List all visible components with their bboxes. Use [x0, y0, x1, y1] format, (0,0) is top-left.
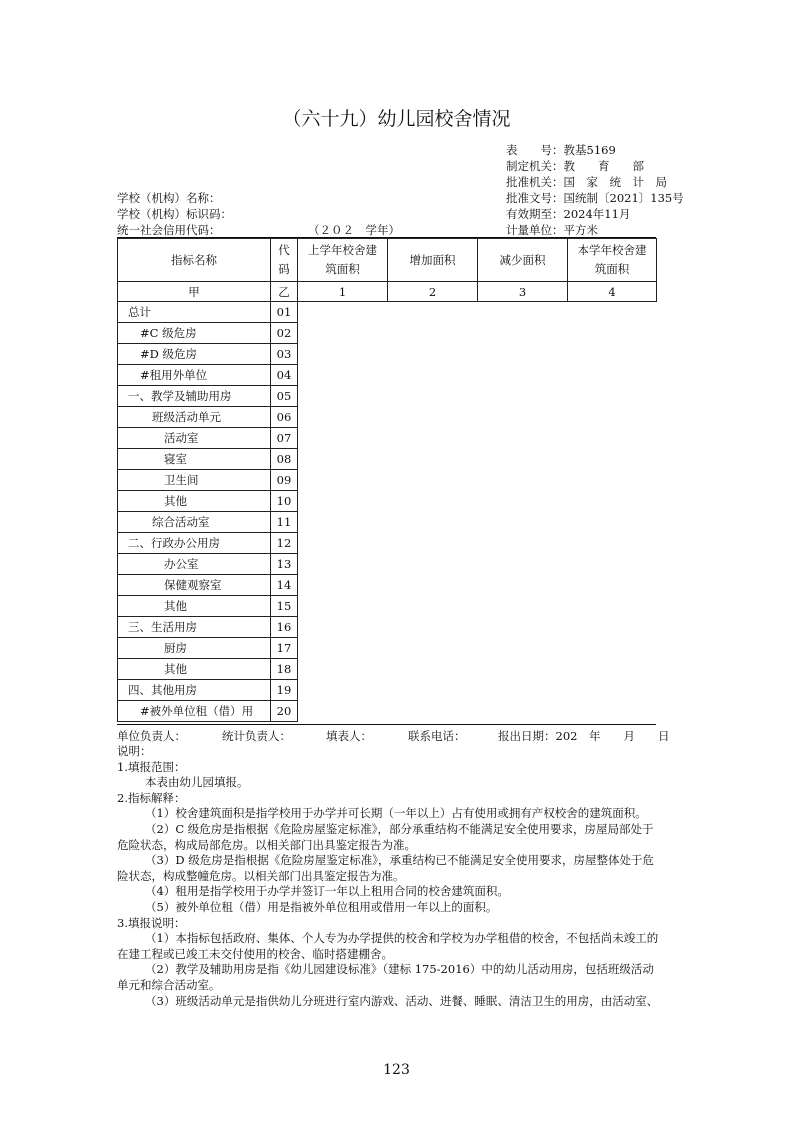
value-cell[interactable]	[568, 701, 657, 722]
table-row	[118, 491, 657, 512]
value-cell[interactable]	[568, 302, 657, 323]
notes-section-title: 1.填报范围：	[117, 759, 186, 774]
value-cell[interactable]	[568, 533, 657, 554]
table-row	[118, 701, 657, 722]
value-cell[interactable]	[478, 491, 568, 512]
value-cell[interactable]	[298, 659, 388, 680]
row-indicator-name: 其他	[118, 596, 271, 617]
row-code: 02	[271, 323, 298, 344]
table-row	[118, 680, 657, 701]
subheader-cell: 4	[568, 282, 657, 302]
row-indicator-name: 总计	[118, 302, 271, 323]
value-cell[interactable]	[388, 512, 478, 533]
value-cell[interactable]	[568, 344, 657, 365]
value-cell[interactable]	[568, 638, 657, 659]
value-cell[interactable]	[388, 428, 478, 449]
row-code: 09	[271, 470, 298, 491]
value-cell[interactable]	[568, 575, 657, 596]
row-code: 03	[271, 344, 298, 365]
value-cell[interactable]	[388, 365, 478, 386]
value-cell[interactable]	[298, 449, 388, 470]
row-indicator-name: #D 级危房	[118, 344, 271, 365]
table-header-row	[118, 239, 657, 282]
row-indicator-name: 二、行政办公用房	[118, 533, 271, 554]
value-cell[interactable]	[298, 302, 388, 323]
notes-paragraph: （1）校舍建筑面积是指学校用于办学并可长期（一年以上）占有使用或拥有产权校舍的建筑面积。	[145, 806, 647, 821]
row-indicator-name: 其他	[118, 659, 271, 680]
school-info-block	[117, 190, 232, 238]
value-cell[interactable]	[388, 449, 478, 470]
row-indicator-name: 卫生间	[118, 470, 271, 491]
row-indicator-name: 办公室	[118, 554, 271, 575]
building-area-table	[117, 238, 657, 722]
row-indicator-name: 厨房	[118, 638, 271, 659]
value-cell[interactable]	[478, 701, 568, 722]
table-row	[118, 533, 657, 554]
value-cell[interactable]	[568, 428, 657, 449]
notes-paragraph: （5）被外单位租（借）用是指被外单位租用或借用一年以上的面积。	[145, 899, 498, 914]
row-code: 16	[271, 617, 298, 638]
value-cell[interactable]	[478, 365, 568, 386]
table-row	[118, 449, 657, 470]
form-number: 表 号：教基5169	[506, 143, 616, 157]
row-code: 14	[271, 575, 298, 596]
value-cell[interactable]	[568, 365, 657, 386]
row-indicator-name: 其他	[118, 491, 271, 512]
notes-paragraph: （4）租用是指学校用于办学并签订一年以上租用合同的校舍建筑面积。	[145, 884, 509, 899]
table-row	[118, 659, 657, 680]
table-row	[118, 365, 657, 386]
subheader-cell: 乙	[271, 282, 298, 302]
value-cell[interactable]	[298, 575, 388, 596]
value-cell[interactable]	[388, 344, 478, 365]
table-row	[118, 323, 657, 344]
value-cell[interactable]	[478, 638, 568, 659]
notes-section-title: 2.指标解释：	[117, 790, 186, 805]
value-cell[interactable]	[298, 344, 388, 365]
notes-heading: 说明：	[117, 744, 152, 758]
form-meta-block	[506, 142, 684, 238]
row-indicator-name: 三、生活用房	[118, 617, 271, 638]
value-cell[interactable]	[568, 491, 657, 512]
value-cell[interactable]	[568, 659, 657, 680]
value-cell[interactable]	[298, 365, 388, 386]
row-indicator-name: 综合活动室	[118, 512, 271, 533]
table-row	[118, 617, 657, 638]
approving-authority: 批准机关：国 家 统 计 局	[506, 175, 667, 189]
stat-head-label: 统计负责人：	[222, 729, 291, 743]
row-code: 11	[271, 512, 298, 533]
subheader-cell: 3	[478, 282, 568, 302]
table-row	[118, 638, 657, 659]
row-indicator-name: 一、教学及辅助用房	[118, 386, 271, 407]
value-cell[interactable]	[478, 470, 568, 491]
value-cell[interactable]	[298, 617, 388, 638]
value-cell[interactable]	[478, 617, 568, 638]
table-row	[118, 596, 657, 617]
value-cell[interactable]	[568, 596, 657, 617]
value-cell[interactable]	[388, 680, 478, 701]
page-number: 123	[383, 1062, 410, 1078]
table-row	[118, 344, 657, 365]
row-code: 07	[271, 428, 298, 449]
value-cell[interactable]	[388, 638, 478, 659]
value-cell[interactable]	[568, 449, 657, 470]
value-cell[interactable]	[298, 407, 388, 428]
page-title: （六十九）幼儿园校舍情况	[282, 108, 511, 130]
row-code: 18	[271, 659, 298, 680]
row-code: 08	[271, 449, 298, 470]
row-indicator-name: 四、其他用房	[118, 680, 271, 701]
value-cell[interactable]	[388, 533, 478, 554]
value-cell[interactable]	[478, 428, 568, 449]
row-indicator-name: 班级活动单元	[118, 407, 271, 428]
value-cell[interactable]	[298, 323, 388, 344]
value-cell[interactable]	[298, 554, 388, 575]
value-cell[interactable]	[388, 470, 478, 491]
value-cell[interactable]	[478, 302, 568, 323]
table-row	[118, 512, 657, 533]
header-decrease-area: 减少面积	[478, 239, 568, 282]
row-code: 17	[271, 638, 298, 659]
value-cell[interactable]	[478, 575, 568, 596]
value-cell[interactable]	[568, 512, 657, 533]
table-row	[118, 575, 657, 596]
row-code: 19	[271, 680, 298, 701]
notes-section-title: 3.填报说明：	[117, 915, 186, 930]
row-code: 04	[271, 365, 298, 386]
value-cell[interactable]	[388, 575, 478, 596]
value-cell[interactable]	[388, 554, 478, 575]
row-indicator-name: #C 级危房	[118, 323, 271, 344]
notes-paragraph: （3）D 级危房是指根据《危险房屋鉴定标准》，承重结构已不能满足安全使用要求，房屋整体处于危险状态，构成整幢危房。以相关部门出具鉴定报告为准。	[117, 853, 654, 883]
row-code: 12	[271, 533, 298, 554]
value-cell[interactable]	[298, 386, 388, 407]
value-cell[interactable]	[568, 617, 657, 638]
value-cell[interactable]	[298, 680, 388, 701]
table-row	[118, 302, 657, 323]
report-date-label: 报出日期：202 年 月 日	[498, 729, 670, 743]
value-cell[interactable]	[388, 701, 478, 722]
value-cell[interactable]	[298, 596, 388, 617]
phone-label: 联系电话：	[408, 729, 466, 743]
value-cell[interactable]	[568, 554, 657, 575]
value-cell[interactable]	[478, 659, 568, 680]
row-indicator-name: #租用外单位	[118, 365, 271, 386]
approval-number: 批准文号：国统制〔2021〕135号	[506, 191, 684, 205]
value-cell[interactable]	[568, 386, 657, 407]
value-cell[interactable]	[478, 344, 568, 365]
value-cell[interactable]	[298, 428, 388, 449]
row-code: 13	[271, 554, 298, 575]
table-row	[118, 554, 657, 575]
school-year: （２０２ 学年）	[308, 223, 400, 237]
header-increase-area: 增加面积	[388, 239, 478, 282]
table-row	[118, 407, 657, 428]
table-subheader-row	[118, 282, 657, 302]
value-cell[interactable]	[298, 512, 388, 533]
subheader-cell: 1	[298, 282, 388, 302]
row-indicator-name: 寝室	[118, 449, 271, 470]
value-cell[interactable]	[478, 407, 568, 428]
notes-paragraph: （2）教学及辅助用房是指《幼儿园建设标准》（建标 175-2016）中的幼儿活动用房，包括班级活动单元和综合活动室。	[117, 962, 654, 992]
value-cell[interactable]	[298, 533, 388, 554]
header-this-year-area: 本学年校舍建 筑面积	[568, 239, 657, 282]
value-cell[interactable]	[298, 638, 388, 659]
notes-section	[117, 744, 662, 1009]
value-cell[interactable]	[478, 680, 568, 701]
value-cell[interactable]	[388, 617, 478, 638]
row-code: 15	[271, 596, 298, 617]
row-code: 05	[271, 386, 298, 407]
value-cell[interactable]	[478, 533, 568, 554]
value-cell[interactable]	[388, 491, 478, 512]
value-cell[interactable]	[298, 701, 388, 722]
value-cell[interactable]	[388, 407, 478, 428]
value-cell[interactable]	[478, 554, 568, 575]
value-cell[interactable]	[568, 680, 657, 701]
row-code: 20	[271, 701, 298, 722]
value-cell[interactable]	[478, 386, 568, 407]
notes-paragraph: （2）C 级危房是指根据《危险房屋鉴定标准》，部分承重结构不能满足安全使用要求，房屋局部处于危险状态，构成局部危房。以相关部门出具鉴定报告为准。	[117, 821, 654, 852]
unit-head-label: 单位负责人：	[117, 729, 186, 743]
header-last-year-area: 上学年校舍建 筑面积	[298, 239, 388, 282]
unit-of-measure: 计量单位：平方米	[506, 223, 598, 237]
table-row	[118, 470, 657, 491]
header-code: 代 码	[271, 239, 298, 282]
notes-paragraph: 本表由幼儿园填报。	[145, 775, 249, 790]
row-code: 10	[271, 491, 298, 512]
value-cell[interactable]	[388, 659, 478, 680]
value-cell[interactable]	[298, 491, 388, 512]
value-cell[interactable]	[478, 596, 568, 617]
value-cell[interactable]	[478, 449, 568, 470]
row-indicator-name: #被外单位租（借）用	[118, 701, 271, 722]
valid-until: 有效期至：2024年11月	[506, 207, 631, 221]
row-indicator-name: 活动室	[118, 428, 271, 449]
value-cell[interactable]	[388, 596, 478, 617]
value-cell[interactable]	[388, 386, 478, 407]
header-indicator-name: 指标名称	[118, 239, 271, 282]
value-cell[interactable]	[388, 323, 478, 344]
value-cell[interactable]	[478, 512, 568, 533]
notes-paragraph: （3）班级活动单元是指供幼儿分班进行室内游戏、活动、进餐、睡眠、清洁卫生的用房，由活动室、	[145, 993, 659, 1008]
value-cell[interactable]	[568, 407, 657, 428]
table-row	[118, 428, 657, 449]
subheader-cell: 甲	[118, 282, 271, 302]
row-code: 01	[271, 302, 298, 323]
row-indicator-name: 保健观察室	[118, 575, 271, 596]
credit-code-label: 统一社会信用代码：	[117, 223, 221, 237]
row-code: 06	[271, 407, 298, 428]
issuing-authority: 制定机关：教 育 部	[506, 159, 644, 173]
value-cell[interactable]	[568, 323, 657, 344]
notes-paragraph: （1）本指标包括政府、集体、个人专为办学提供的校舍和学校为办学租借的校舍，不包括尚未竣工的在建工程或已竣工未交付使用的校舍、临时搭建棚舍。	[117, 931, 659, 961]
subheader-cell: 2	[388, 282, 478, 302]
filler-label: 填表人：	[326, 729, 372, 743]
table-row	[118, 386, 657, 407]
school-name-label: 学校（机构）名称：	[117, 191, 221, 205]
value-cell[interactable]	[388, 302, 478, 323]
value-cell[interactable]	[478, 323, 568, 344]
school-id-label: 学校（机构）标识码：	[117, 207, 232, 221]
value-cell[interactable]	[568, 470, 657, 491]
value-cell[interactable]	[298, 470, 388, 491]
table-bottom-rule	[117, 724, 656, 725]
